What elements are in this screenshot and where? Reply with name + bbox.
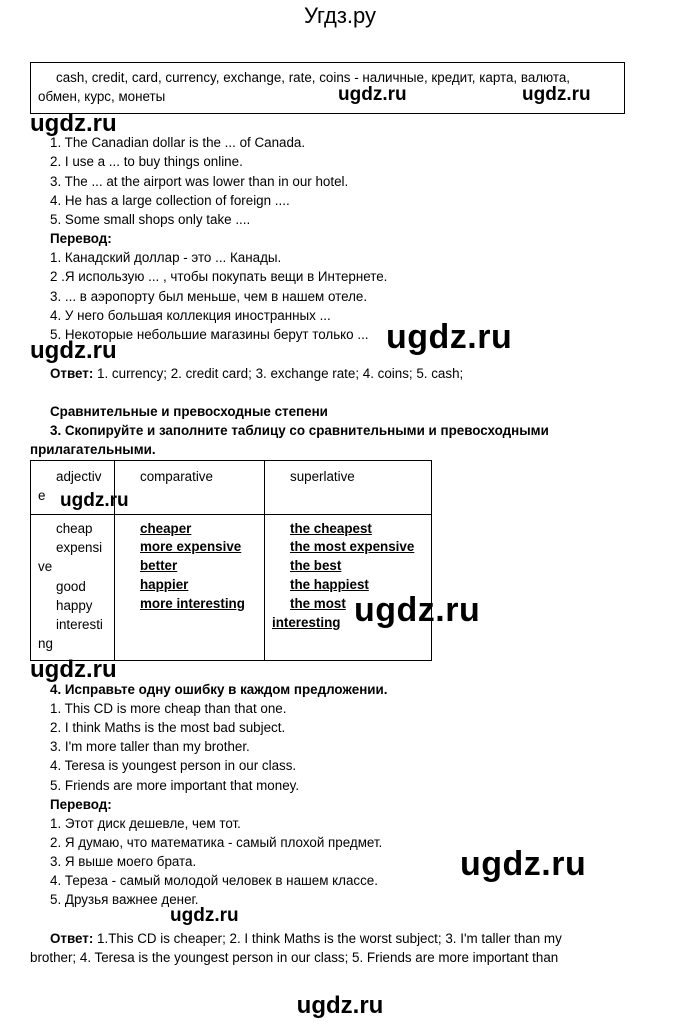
superlative-cell: the most expensive (290, 539, 415, 554)
task4-sentence-5: 5. Friends are more important that money. (50, 778, 300, 793)
task2-translation-5: 5. Некоторые небольшие магазины берут только ... (50, 327, 369, 342)
task2-translation-1: 1. Канадский доллар - это ... Канады. (50, 250, 282, 265)
task4-translation-label: Перевод: (50, 797, 112, 812)
task4-answer-text-1: 1.This CD is cheaper; 2. I think Maths is the worst subject; 3. I'm taller than my (93, 931, 562, 946)
watermark: ugdz.ru (386, 318, 513, 356)
adjective-cell: interesti (56, 617, 103, 632)
task4-sentence-1: 1. This CD is more cheap than that one. (50, 701, 287, 716)
header-adjective: adjectiv (56, 469, 102, 484)
task2-sentence-4: 4. He has a large collection of foreign .... (50, 193, 290, 208)
task4-answer-line-1 (50, 929, 562, 948)
watermark: ugdz.ru (354, 591, 481, 629)
adjective-cell: expensi (56, 540, 103, 555)
task3-instruction-1: 3. Скопируйте и заполните таблицу со сравнительными и превосходными (50, 423, 549, 438)
watermark: ugdz.ru (30, 337, 117, 364)
adjective-cell: good (56, 579, 86, 594)
task2-translation-4: 4. У него большая коллекция иностранных ... (50, 308, 331, 323)
superlative-cell: the best (290, 558, 342, 573)
watermark: ugdz.ru (296, 992, 384, 1019)
task4-heading: 4. Исправьте одну ошибку в каждом предложении. (50, 682, 388, 697)
watermark: ugdz.ru (170, 905, 239, 926)
task3-instruction-2: прилагательными. (30, 442, 156, 457)
watermark: ugdz.ru (338, 84, 407, 105)
watermark: ugdz.ru (522, 84, 591, 105)
task2-sentence-2: 2. I use a ... to buy things online. (50, 154, 243, 169)
adjective-cell: ve (38, 559, 53, 574)
task4-translation-2: 2. Я думаю, что математика - самый плохой предмет. (50, 835, 383, 850)
task2-translation-3: 3. ... в аэропорту был меньше, чем в нашем отеле. (50, 289, 368, 304)
task4-answer-line-2: brother; 4. Teresa is the youngest person in our class; 5. Friends are more important than (30, 950, 559, 965)
comparative-cell: more interesting (140, 596, 245, 611)
task2-translation-label: Перевод: (50, 231, 112, 246)
task4-sentence-2: 2. I think Maths is the most bad subject. (50, 720, 286, 735)
task2-sentence-1: 1. The Canadian dollar is the ... of Canada. (50, 135, 306, 150)
task4-sentence-3: 3. I'm more taller than my brother. (50, 739, 250, 754)
adjective-cell: cheap (56, 521, 93, 536)
superlative-cell: the cheapest (290, 521, 372, 536)
comparative-cell: more expensive (140, 539, 242, 554)
adjective-cell: ng (38, 636, 53, 651)
superlative-cell: the most (290, 596, 346, 611)
superlative-cell: interesting (272, 615, 341, 630)
comparative-cell: cheaper (140, 521, 192, 536)
task4-translation-3: 3. Я выше моего брата. (50, 854, 197, 869)
task2-sentence-3: 3. The ... at the airport was lower than in our hotel. (50, 174, 349, 189)
task2-answer-text: 1. currency; 2. credit card; 3. exchange rate; 4. coins; 5. cash; (93, 366, 464, 381)
task4-translation-1: 1. Этот диск дешевле, чем тот. (50, 816, 241, 831)
task4-translation-5: 5. Друзья важнее денег. (50, 892, 199, 907)
superlative-cell: the happiest (290, 577, 369, 592)
watermark: ugdz.ru (460, 845, 587, 883)
site-title: Угдз.ру (303, 3, 377, 28)
watermark: ugdz.ru (30, 110, 117, 137)
task4-translation-4: 4. Тереза - самый молодой человек в нашем классе. (50, 873, 378, 888)
watermark: ugdz.ru (30, 656, 117, 683)
vocabulary-line-1: cash, credit, card, currency, exchange, rate, coins - наличные, кредит, карта, валюта, (56, 70, 570, 85)
header-adjective-cont: e (38, 488, 46, 503)
adjective-cell: happy (56, 598, 93, 613)
vocabulary-line-2: обмен, курс, монеты (38, 89, 166, 104)
task4-sentence-4: 4. Teresa is youngest person in our class. (50, 758, 297, 773)
watermark: ugdz.ru (60, 490, 129, 511)
task2-sentence-5: 5. Some small shops only take .... (50, 212, 251, 227)
header-superlative: superlative (290, 469, 355, 484)
task2-translation-2: 2 .Я использую ... , чтобы покупать вещи в Интернете. (50, 269, 388, 284)
task2-answer (50, 364, 463, 383)
comparative-cell: happier (140, 577, 189, 592)
comparative-cell: better (140, 558, 178, 573)
header-comparative: comparative (140, 469, 213, 484)
task2-answer-label: Ответ: (50, 366, 94, 381)
section3-heading: Сравнительные и превосходные степени (50, 404, 328, 419)
task4-answer-label: Ответ: (50, 931, 94, 946)
